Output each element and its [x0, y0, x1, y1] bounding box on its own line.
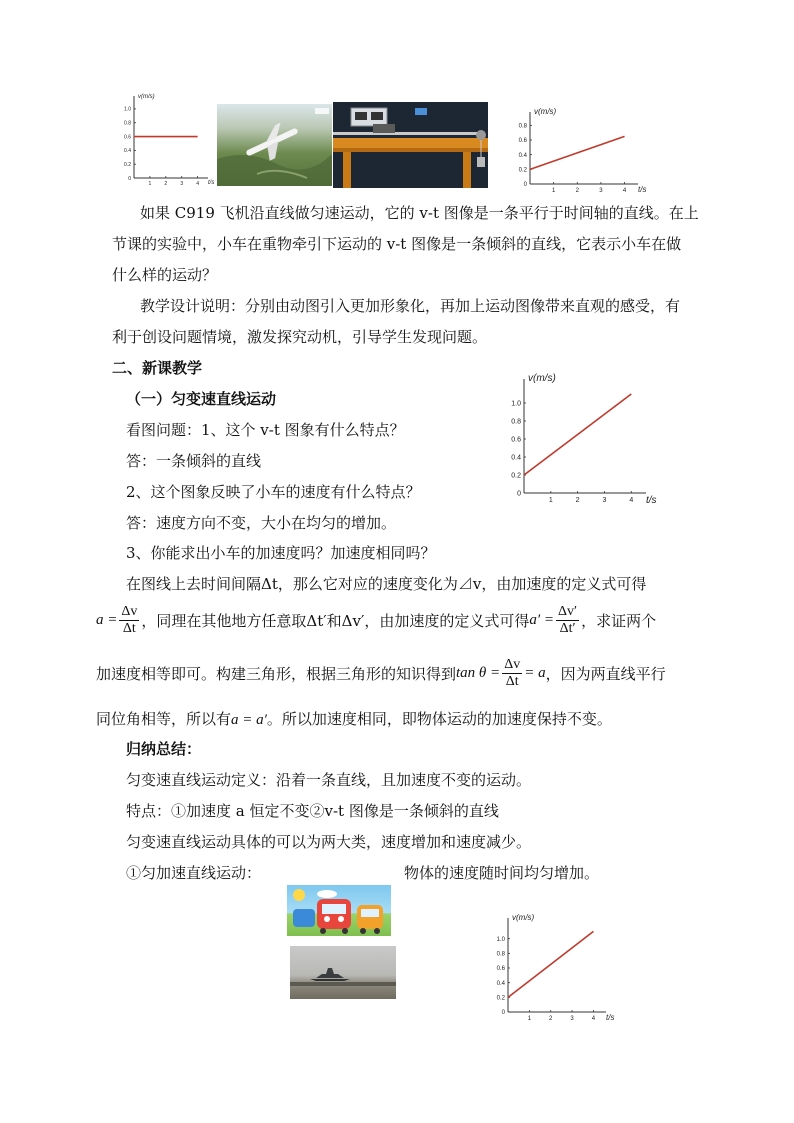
- y-axis-label: v(m/s): [138, 94, 155, 100]
- fraction-denominator: Δt′: [559, 621, 576, 636]
- para3-line4-text: 同位角相等，所以有: [96, 710, 232, 728]
- y-tick-label: 1.0: [511, 400, 521, 408]
- question-2: 2、这个图象反映了小车的速度有什么特点？: [126, 483, 421, 501]
- y-tick-label: 0.8: [511, 418, 521, 426]
- y-axis-label: v(m/s): [528, 373, 556, 384]
- para3-line2-text: ，同理在其他地方任意取Δt′和Δv′，由加速度的定义式可得: [141, 612, 530, 630]
- y-tick-label: 0.8: [496, 951, 505, 958]
- para2-line2: 利于创设问题情境，激发探究动机，引导学生发现问题。: [112, 328, 488, 346]
- x-tick-label: 1: [551, 188, 556, 194]
- para3-line4-tail: 。所以加速度相同，即物体运动的加速度保持不变。: [266, 710, 612, 728]
- answer-1: 答：一条倾斜的直线: [126, 452, 262, 470]
- y-tick-label: 0: [523, 182, 527, 189]
- uniform-accel-label: ①匀加速直线运动：: [126, 864, 262, 882]
- x-axis-label: t/s: [646, 495, 657, 506]
- x-tick-label: 2: [549, 1016, 553, 1022]
- para1-line2: 节课的实验中，小车在重物牵引下运动的 v-t 图像是一条倾斜的直线，它表示小车在做: [112, 235, 682, 253]
- formula-a-prime: a′ =: [529, 612, 555, 628]
- uniform-accel-desc: 物体的速度随时间均匀增加。: [404, 864, 600, 882]
- y-axis-label: v(m/s): [534, 107, 557, 116]
- x-tick-label: 1: [148, 181, 152, 187]
- y-tick-label: 0: [517, 490, 521, 498]
- para3-line2: [96, 604, 656, 637]
- series-line: [524, 394, 631, 475]
- para1-line3: 什么样的运动？: [112, 266, 218, 284]
- para3-line4: [96, 708, 612, 729]
- x-tick-label: 3: [180, 181, 184, 187]
- y-tick-label: 0.4: [496, 980, 505, 987]
- para3-line2-tail: ，求证两个: [581, 612, 657, 630]
- chart-uniform-acceleration: [490, 908, 630, 1026]
- y-tick-label: 0.2: [496, 995, 505, 1002]
- features: 特点：①加速度 a 恒定不变②v-t 图像是一条倾斜的直线: [126, 802, 499, 820]
- x-tick-label: 1: [527, 1016, 532, 1022]
- para3-line3-tail: ，因为两直线平行: [545, 665, 666, 683]
- formula-tan-theta: tan θ =: [456, 665, 501, 681]
- x-tick-label: 3: [570, 1016, 574, 1022]
- x-axis-label: t/s: [638, 185, 647, 194]
- x-axis-label: t/s: [208, 180, 215, 186]
- para2-line1: 教学设计说明：分别由动图引入更加形象化，再加上运动图像带来直观的感受，有: [140, 297, 681, 315]
- chart-uniform-velocity: [118, 92, 218, 192]
- question-3: 3、你能求出小车的加速度吗？加速度相同吗？: [126, 544, 436, 562]
- y-tick-label: 1.0: [124, 106, 131, 113]
- fraction-denominator: Δt: [122, 621, 136, 636]
- x-tick-label: 2: [164, 181, 168, 187]
- y-tick-label: 0.2: [518, 167, 527, 174]
- series-line: [508, 931, 593, 997]
- y-tick-label: 0.2: [124, 161, 131, 168]
- y-tick-label: 0.4: [518, 152, 527, 159]
- x-tick-label: 4: [622, 188, 627, 194]
- x-tick-label: 4: [196, 181, 200, 187]
- y-tick-label: 0.8: [518, 123, 527, 130]
- formula-a: a =: [96, 612, 118, 628]
- fraction-numerator: Δv: [504, 657, 521, 672]
- y-axis-label: v(m/s): [512, 913, 535, 922]
- section-heading: 二、新课教学: [112, 359, 203, 377]
- para1-line1: 如果 C919 飞机沿直线做匀速运动，它的 v-t 图像是一条平行于时间轴的直线。在上: [140, 204, 699, 222]
- formula-equals-a: = a: [524, 665, 546, 681]
- summary-heading: 归纳总结：: [126, 740, 202, 758]
- aircraft-photo: [217, 104, 332, 186]
- para3-line3-text: 加速度相等即可。构建三角形，根据三角形的知识得到: [96, 665, 457, 683]
- y-tick-label: 0.6: [511, 436, 521, 444]
- x-tick-label: 2: [575, 497, 580, 504]
- y-tick-label: 0.8: [124, 120, 131, 127]
- types: 匀变速直线运动具体的可以为两大类，速度增加和速度减少。: [126, 833, 532, 851]
- cart-experiment-animation: [333, 102, 488, 188]
- fraction-dv-dt-prime: [556, 604, 579, 637]
- x-tick-label: 3: [602, 497, 607, 504]
- question-1: 看图问题：1、这个 v-t 图象有什么特点？: [126, 421, 405, 439]
- x-tick-label: 4: [591, 1016, 596, 1022]
- fraction-denominator: Δt: [505, 674, 519, 689]
- answer-2: 答：速度方向不变，大小在均匀的增加。: [126, 514, 397, 532]
- y-tick-label: 0.4: [124, 148, 131, 155]
- y-tick-label: 0.4: [511, 454, 521, 462]
- y-tick-label: 0.6: [124, 134, 131, 141]
- cartoon-vehicles-image: [287, 885, 391, 936]
- y-tick-label: 0.6: [518, 138, 527, 145]
- y-tick-label: 1.0: [496, 936, 505, 943]
- subsection-heading: （一）匀变速直线运动: [126, 390, 277, 408]
- x-tick-label: 4: [629, 497, 634, 504]
- formula-a-equals-a-prime: a = a′: [231, 712, 267, 728]
- chart-cart-velocity: [510, 100, 660, 195]
- fraction-numerator: Δv′: [558, 604, 578, 619]
- y-tick-label: 0: [501, 1010, 505, 1017]
- fraction-dv-dt: [119, 604, 139, 637]
- definition: 匀变速直线运动定义：沿着一条直线，且加速度不变的运动。: [126, 771, 532, 789]
- para3-line3: [96, 657, 666, 690]
- jet-takeoff-photo: [290, 946, 396, 999]
- x-tick-label: 1: [548, 497, 553, 504]
- series-line: [530, 136, 625, 169]
- para3-line1: 在图线上去时间间隔Δt，那么它对应的速度变化为⊿v，由加速度的定义式可得: [126, 575, 647, 593]
- x-axis-label: t/s: [606, 1013, 615, 1022]
- x-tick-label: 2: [575, 188, 579, 194]
- fraction-numerator: Δv: [121, 604, 138, 619]
- y-tick-label: 0: [128, 175, 131, 182]
- x-tick-label: 3: [599, 188, 603, 194]
- y-tick-label: 0.6: [496, 966, 505, 973]
- fraction-dv-dt: [502, 657, 522, 690]
- chart-cart-velocity-large: [500, 365, 680, 515]
- y-tick-label: 0.2: [511, 472, 521, 480]
